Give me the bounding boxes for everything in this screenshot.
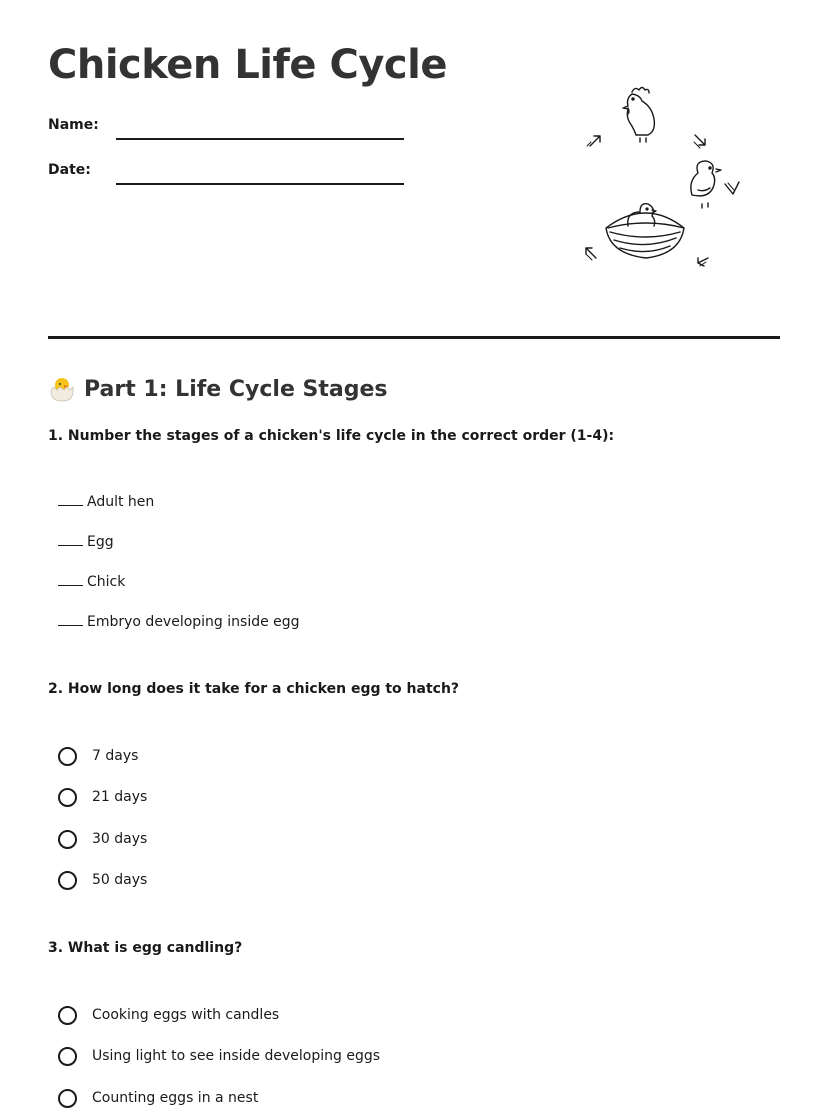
name-label: Name: [48,117,99,133]
order-blank[interactable] [58,533,83,546]
name-field[interactable] [48,117,408,141]
radio-button[interactable] [58,1006,77,1025]
part1-heading [48,373,388,405]
part1-heading-text: Part 1: Life Cycle Stages [84,376,388,402]
page-title: Chicken Life Cycle [48,42,447,88]
option-label: 7 days [92,748,139,764]
order-blank[interactable] [58,613,83,626]
q2-option[interactable] [58,868,147,892]
order-item[interactable] [58,533,114,550]
option-label: 30 days [92,831,148,847]
q3-option[interactable] [58,1044,380,1068]
date-field[interactable] [48,162,408,186]
order-item-label: Embryo developing inside egg [87,614,300,630]
option-label: Using light to see inside developing eggs [92,1048,381,1064]
order-blank[interactable] [58,573,83,586]
q2-option[interactable] [58,827,147,851]
order-item-label: Adult hen [87,494,155,510]
radio-button[interactable] [58,1089,77,1108]
date-line[interactable] [116,183,404,185]
name-line[interactable] [116,138,404,140]
order-item[interactable] [58,493,154,510]
q2-option[interactable] [58,785,147,809]
order-item-label: Egg [87,534,114,550]
option-label: 21 days [92,789,148,805]
order-item[interactable] [58,573,125,590]
section-divider [48,336,780,339]
radio-button[interactable] [58,788,77,807]
q3-option[interactable] [58,1086,258,1110]
q1-prompt: 1. Number the stages of a chicken's life cycle in the correct order (1-4): [48,428,615,444]
hatching-chick-icon [48,375,76,403]
date-label: Date: [48,162,91,178]
radio-button[interactable] [58,1047,77,1066]
q2-prompt: 2. How long does it take for a chicken egg to hatch? [48,681,460,697]
radio-button[interactable] [58,871,77,890]
chicken-life-cycle-icon [570,80,750,275]
option-label: Counting eggs in a nest [92,1090,259,1106]
order-item-label: Chick [87,574,126,590]
order-item[interactable] [58,613,300,630]
radio-button[interactable] [58,747,77,766]
q3-prompt: 3. What is egg candling? [48,940,243,956]
option-label: 50 days [92,872,148,888]
order-blank[interactable] [58,493,83,506]
option-label: Cooking eggs with candles [92,1007,280,1023]
radio-button[interactable] [58,830,77,849]
q2-option[interactable] [58,744,138,768]
q3-option[interactable] [58,1003,279,1027]
